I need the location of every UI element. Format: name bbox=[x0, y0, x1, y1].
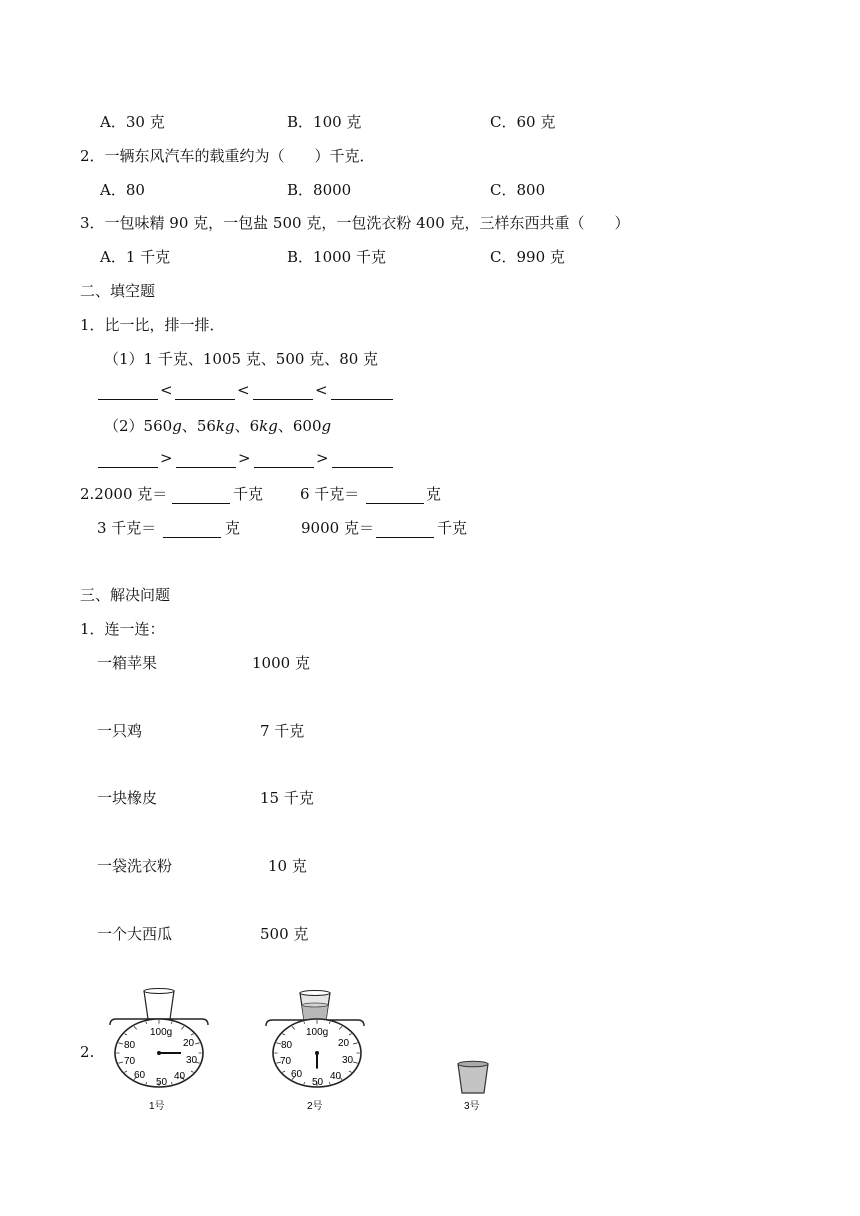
unit-label: 千克 bbox=[437, 519, 468, 537]
scales-figure bbox=[100, 985, 520, 1115]
unit-label: 克 bbox=[426, 485, 442, 503]
mass-item: 56kg bbox=[196, 417, 235, 435]
water-cup-icon bbox=[458, 1064, 488, 1093]
dial-tick-label: 20 bbox=[338, 1038, 350, 1049]
dial-tick-label: 40 bbox=[174, 1071, 186, 1082]
match-item[interactable]: 一个大西瓜 bbox=[97, 925, 173, 943]
section-heading-fill-blank: 二、填空题 bbox=[80, 282, 156, 300]
q1-option-c: C．60 克 bbox=[490, 113, 556, 131]
cup-3 bbox=[458, 1061, 488, 1112]
match-weight[interactable]: 7 千克 bbox=[260, 722, 305, 740]
answer-blank[interactable] bbox=[254, 451, 314, 468]
answer-blank[interactable] bbox=[376, 521, 434, 538]
q2-option-c: C．800 bbox=[490, 181, 546, 199]
greater-than-symbol: > bbox=[160, 449, 173, 467]
dial-tick-label: 70 bbox=[124, 1056, 136, 1067]
answer-blank[interactable] bbox=[332, 451, 393, 468]
answer-blank[interactable] bbox=[253, 383, 313, 400]
fill-q1-part2: （2）560g、56kg、6kg、600g bbox=[104, 417, 332, 435]
figure-label: 2号 bbox=[307, 1101, 323, 1112]
mass-item: 560g bbox=[143, 417, 182, 435]
fill-q1-part1: （1）1 千克、1005 克、500 克、80 克 bbox=[104, 350, 379, 368]
less-than-symbol: < bbox=[315, 381, 328, 399]
q3-option-c: C．990 克 bbox=[490, 248, 565, 266]
question-2-label: 2. bbox=[80, 1043, 95, 1061]
convert-2000g-prefix: 2.2000 克＝ bbox=[80, 485, 168, 503]
unit-label: 克 bbox=[225, 519, 241, 537]
dial-tick-label: 80 bbox=[281, 1040, 293, 1051]
match-weight[interactable]: 15 千克 bbox=[260, 789, 314, 807]
answer-blank[interactable] bbox=[98, 451, 158, 468]
convert-3kg-prefix: 3 千克＝ bbox=[97, 519, 157, 537]
fill-question-1: 1．比一比，排一排． bbox=[80, 316, 225, 334]
dial-tick-label: 20 bbox=[183, 1038, 195, 1049]
answer-blank[interactable] bbox=[163, 521, 221, 538]
match-weight[interactable]: 1000 克 bbox=[252, 654, 310, 672]
mass-item: 6kg bbox=[249, 417, 278, 435]
convert-9000g-prefix: 9000 克＝ bbox=[301, 519, 374, 537]
section-heading-solve: 三、解决问题 bbox=[80, 586, 171, 604]
dial-tick-label: 40 bbox=[330, 1071, 342, 1082]
answer-blank[interactable] bbox=[172, 487, 230, 504]
part2-prefix: （2） bbox=[104, 417, 144, 435]
question-2: 2．一辆东风汽车的载重约为（ ）千克． bbox=[80, 147, 375, 165]
answer-blank[interactable] bbox=[331, 383, 393, 400]
answer-blank[interactable] bbox=[98, 383, 158, 400]
greater-than-symbol: > bbox=[316, 449, 329, 467]
dial-tick-label: 100g bbox=[306, 1027, 329, 1038]
dial-tick-label: 100g bbox=[150, 1027, 173, 1038]
empty-cup-icon bbox=[144, 991, 174, 1019]
question-3: 3．一包味精 90 克，一包盐 500 克，一包洗衣粉 400 克，三样东西共重（ ） bbox=[80, 214, 630, 232]
q1-option-a: A．30 克 bbox=[100, 113, 165, 131]
dial-tick-label: 50 bbox=[312, 1077, 324, 1088]
dial-tick-label: 50 bbox=[156, 1077, 168, 1088]
greater-than-symbol: > bbox=[238, 449, 251, 467]
scale-1 bbox=[110, 989, 208, 1113]
match-weight[interactable]: 10 克 bbox=[268, 857, 307, 875]
match-item[interactable]: 一只鸡 bbox=[97, 722, 143, 740]
answer-blank[interactable] bbox=[366, 487, 424, 504]
mass-item: 600g bbox=[292, 417, 332, 435]
unit-label: 千克 bbox=[233, 485, 264, 503]
q2-option-a: A．80 bbox=[100, 181, 145, 199]
match-item[interactable]: 一箱苹果 bbox=[97, 654, 158, 672]
dial-tick-label: 60 bbox=[134, 1070, 146, 1081]
answer-blank[interactable] bbox=[175, 383, 235, 400]
dial-tick-label: 30 bbox=[342, 1055, 354, 1066]
match-item[interactable]: 一袋洗衣粉 bbox=[97, 857, 173, 875]
dial-tick-label: 30 bbox=[186, 1055, 198, 1066]
figure-label: 1号 bbox=[149, 1101, 165, 1112]
dial-tick-label: 60 bbox=[291, 1069, 303, 1080]
less-than-symbol: < bbox=[160, 381, 173, 399]
match-item[interactable]: 一块橡皮 bbox=[97, 789, 158, 807]
figure-label: 3号 bbox=[464, 1101, 480, 1112]
answer-blank[interactable] bbox=[176, 451, 236, 468]
dial-tick-label: 70 bbox=[280, 1056, 292, 1067]
match-question-title: 1．连一连： bbox=[80, 620, 165, 638]
convert-6kg-prefix: 6 千克＝ bbox=[300, 485, 360, 503]
match-weight[interactable]: 500 克 bbox=[260, 925, 309, 943]
q2-option-b: B．8000 bbox=[287, 181, 352, 199]
q3-option-b: B．1000 千克 bbox=[287, 248, 386, 266]
scale-2 bbox=[266, 991, 364, 1113]
less-than-symbol: < bbox=[237, 381, 250, 399]
dial-tick-label: 80 bbox=[124, 1040, 136, 1051]
q1-option-b: B．100 克 bbox=[287, 113, 362, 131]
q3-option-a: A．1 千克 bbox=[100, 248, 171, 266]
